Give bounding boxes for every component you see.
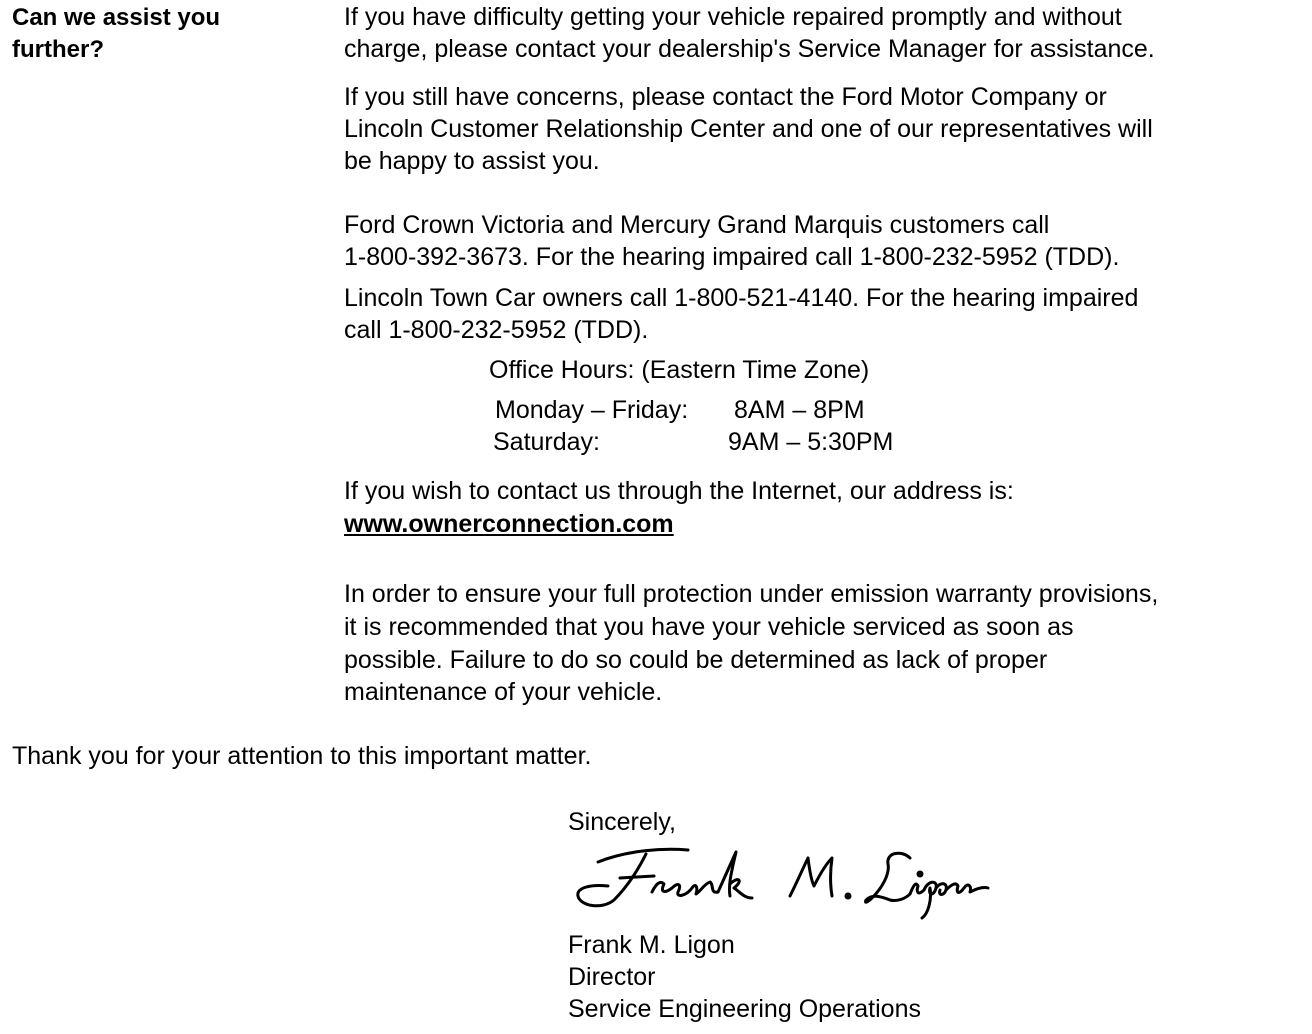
paragraph-customer-center-line3: be happy to assist you. — [344, 147, 600, 175]
paragraph-lincoln-phone-line1: Lincoln Town Car owners call 1-800-521-4140. For the hearing impaired — [344, 284, 1139, 312]
section-heading-line2: further? — [12, 36, 104, 63]
sincerely-line: Sincerely, — [568, 808, 676, 836]
office-hours-weekday-label: Monday – Friday: — [495, 396, 689, 424]
paragraph-lincoln-phone-line2: call 1-800-232-5952 (TDD). — [344, 316, 649, 344]
section-heading-line1: Can we assist you — [12, 4, 221, 31]
internet-contact-text: If you wish to contact us through the Internet, our address is: — [344, 477, 1014, 505]
paragraph-emission-warranty-line1: In order to ensure your full protection under emission warranty provisions, — [344, 580, 1159, 608]
office-hours-weekday-time: 8AM – 8PM — [734, 396, 865, 424]
handwritten-signature — [568, 840, 1008, 920]
paragraph-emission-warranty-line3: possible. Failure to do so could be determined as lack of proper — [344, 646, 1048, 674]
paragraph-emission-warranty-line2: it is recommended that you have your vehicle serviced as soon as — [344, 613, 1074, 641]
paragraph-service-manager-line1: If you have difficulty getting your vehicle repaired promptly and without — [344, 3, 1122, 31]
signer-department: Service Engineering Operations — [568, 995, 921, 1023]
office-hours-saturday-label: Saturday: — [493, 428, 601, 456]
office-hours-saturday-time: 9AM – 5:30PM — [728, 428, 894, 456]
signer-title: Director — [568, 963, 656, 991]
paragraph-service-manager-line2: charge, please contact your dealership's Service Manager for assistance. — [344, 35, 1155, 63]
thank-you-line: Thank you for your attention to this important matter. — [12, 742, 592, 770]
paragraph-ford-phone-line1: Ford Crown Victoria and Mercury Grand Marquis customers call — [344, 211, 1050, 239]
paragraph-emission-warranty-line4: maintenance of your vehicle. — [344, 678, 663, 706]
owner-connection-link[interactable]: www.ownerconnection.com — [344, 510, 674, 538]
signer-name: Frank M. Ligon — [568, 931, 735, 959]
paragraph-ford-phone-line2: 1-800-392-3673. For the hearing impaired call 1-800-232-5952 (TDD). — [344, 243, 1120, 271]
paragraph-customer-center-line1: If you still have concerns, please contact the Ford Motor Company or — [344, 83, 1107, 111]
office-hours-title: Office Hours: (Eastern Time Zone) — [489, 356, 870, 384]
paragraph-customer-center-line2: Lincoln Customer Relationship Center and one of our representatives will — [344, 115, 1153, 143]
